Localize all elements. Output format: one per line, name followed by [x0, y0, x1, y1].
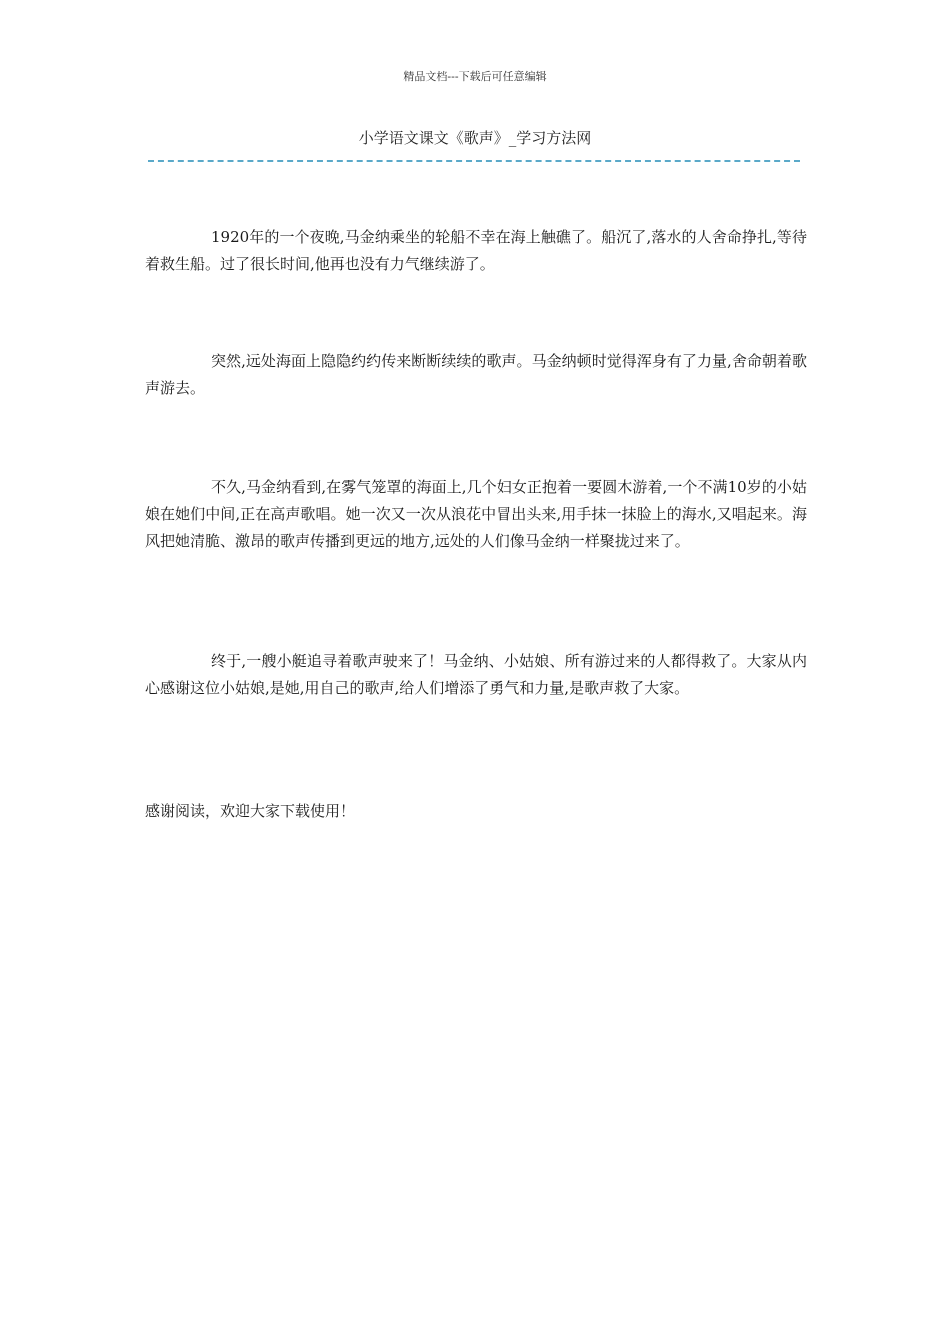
paragraph-4: 终于,一艘小艇追寻着歌声驶来了！马金纳、小姑娘、所有游过来的人都得救了。大家从内心感谢这位小姑娘,是她,用自己的歌声,给人们增添了勇气和力量,是歌声救了大家。: [145, 652, 807, 697]
document-title: 小学语文课文《歌声》_学习方法网: [358, 129, 592, 147]
paragraph-3: 不久,马金纳看到,在雾气笼罩的海面上,几个妇女正抱着一要圆木游着,一个不满10岁的小姑娘在她们中间,正在高声歌唱。她一次又一次从浪花中冒出头来,用手抹一抹脸上的海水,又唱起来。海风把她清脆、激昂的歌声传播到更远的地方,远处的人们像马金纳一样聚拢过来了。: [145, 478, 807, 550]
paragraph-1: 1920年的一个夜晚,马金纳乘坐的轮船不幸在海上触礁了。船沉了,落水的人舍命挣扎,等待着救生船。过了很长时间,他再也没有力气继续游了。: [145, 228, 807, 273]
paragraph-2: 突然,远处海面上隐隐约约传来断断续续的歌声。马金纳顿时觉得浑身有了力量,舍命朝着歌声游去。: [145, 352, 807, 397]
title-divider: [148, 160, 800, 162]
header-note: 精品文档---下载后可任意编辑: [403, 70, 547, 83]
closing-line: 感谢阅读，欢迎大家下载使用！: [145, 802, 356, 820]
